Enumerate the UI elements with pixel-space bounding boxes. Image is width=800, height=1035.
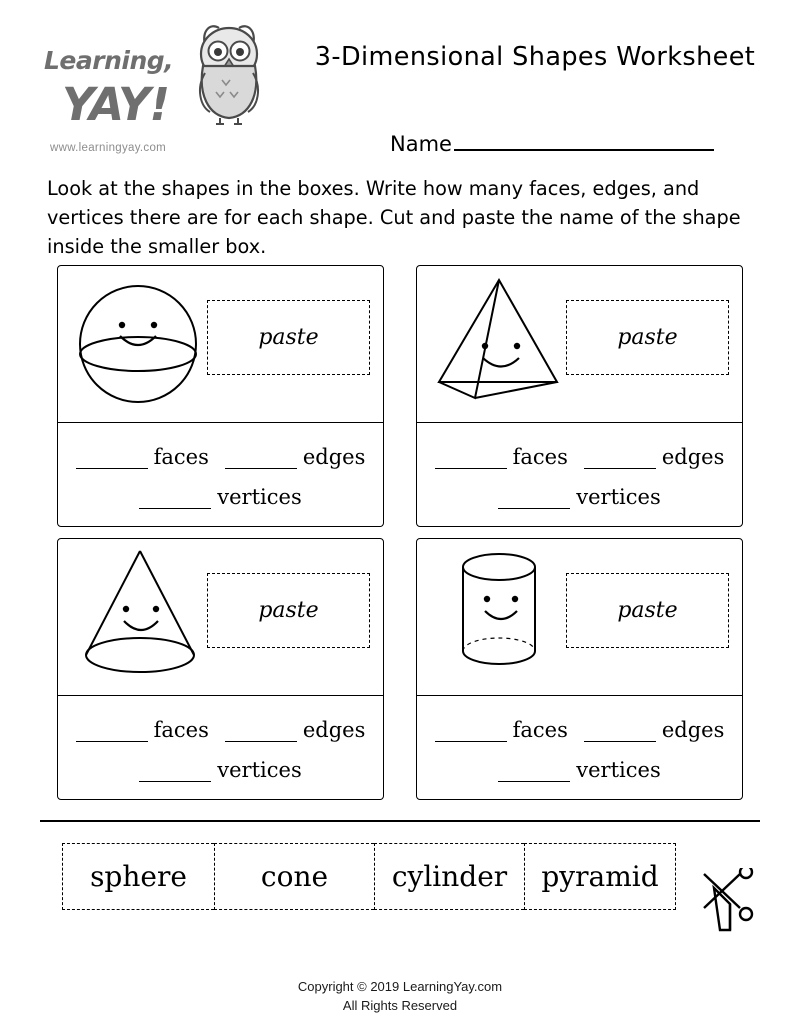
shape-cell-cone <box>57 538 384 800</box>
edges-label: edges <box>661 718 725 742</box>
shape-cell-top <box>417 539 742 696</box>
shape-cell-answers <box>58 696 383 798</box>
edges-label: edges <box>302 445 366 469</box>
shape-cell-answers <box>417 423 742 525</box>
edges-label: edges <box>661 445 725 469</box>
cut-out-strip <box>62 843 676 910</box>
shape-cell-pyramid <box>416 265 743 527</box>
rights-line: All Rights Reserved <box>342 998 458 1013</box>
edges-label: edges <box>302 718 366 742</box>
faces-label: faces <box>153 718 209 742</box>
pyramid-shape <box>423 270 578 418</box>
name-label: Name <box>390 132 452 156</box>
faces-blank[interactable] <box>76 725 148 742</box>
scissors-icon <box>700 868 760 938</box>
logo-website-url: www.learningyay.com <box>50 142 167 154</box>
vertices-blank[interactable] <box>498 492 570 509</box>
sphere-shape <box>64 270 219 418</box>
copyright-line: Copyright © 2019 LearningYay.com <box>297 979 503 994</box>
vertices-blank[interactable] <box>498 765 570 782</box>
vertices-label: vertices <box>576 758 661 782</box>
cylinder-shape <box>423 543 578 691</box>
vertices-blank[interactable] <box>139 765 211 782</box>
cut-divider <box>40 820 760 822</box>
faces-blank[interactable] <box>435 452 507 469</box>
cut-card-cylinder[interactable]: cylinder <box>374 843 524 910</box>
cut-card-sphere[interactable]: sphere <box>62 843 214 910</box>
logo-text-learning: Learning, <box>44 46 174 75</box>
edges-blank[interactable] <box>584 725 656 742</box>
cut-card-cone[interactable]: cone <box>214 843 374 910</box>
vertices-label: vertices <box>217 485 302 509</box>
shape-cell-sphere <box>57 265 384 527</box>
page-title: 3-Dimensional Shapes Worksheet <box>314 42 756 72</box>
shape-grid <box>57 265 743 800</box>
edges-blank[interactable] <box>225 452 297 469</box>
shape-cell-answers <box>58 423 383 525</box>
logo-text-yay: YAY! <box>62 78 170 131</box>
vertices-label: vertices <box>217 758 302 782</box>
shape-cell-top <box>417 266 742 423</box>
faces-label: faces <box>153 445 209 469</box>
vertices-label: vertices <box>576 485 661 509</box>
paste-box[interactable]: paste <box>566 300 729 375</box>
edges-blank[interactable] <box>584 452 656 469</box>
name-input-blank[interactable] <box>454 132 714 151</box>
paste-box[interactable]: paste <box>207 300 370 375</box>
shape-cell-top <box>58 266 383 423</box>
faces-blank[interactable] <box>76 452 148 469</box>
paste-box[interactable]: paste <box>566 573 729 648</box>
logo[interactable] <box>36 16 286 166</box>
cone-shape <box>64 543 219 691</box>
paste-box[interactable]: paste <box>207 573 370 648</box>
page-header <box>0 0 800 170</box>
shape-cell-cylinder <box>416 538 743 800</box>
vertices-blank[interactable] <box>139 492 211 509</box>
shape-cell-top <box>58 539 383 696</box>
name-field-row <box>390 132 714 156</box>
faces-label: faces <box>512 718 568 742</box>
faces-label: faces <box>512 445 568 469</box>
footer <box>0 977 800 1015</box>
owl-icon <box>186 18 272 128</box>
cut-card-pyramid[interactable]: pyramid <box>524 843 676 910</box>
instructions-text: Look at the shapes in the boxes. Write how many faces, edges, and vertices there are for each shape. Cut and paste the name of the shape inside the smaller box. <box>47 177 741 258</box>
edges-blank[interactable] <box>225 725 297 742</box>
shape-cell-answers <box>417 696 742 798</box>
faces-blank[interactable] <box>435 725 507 742</box>
